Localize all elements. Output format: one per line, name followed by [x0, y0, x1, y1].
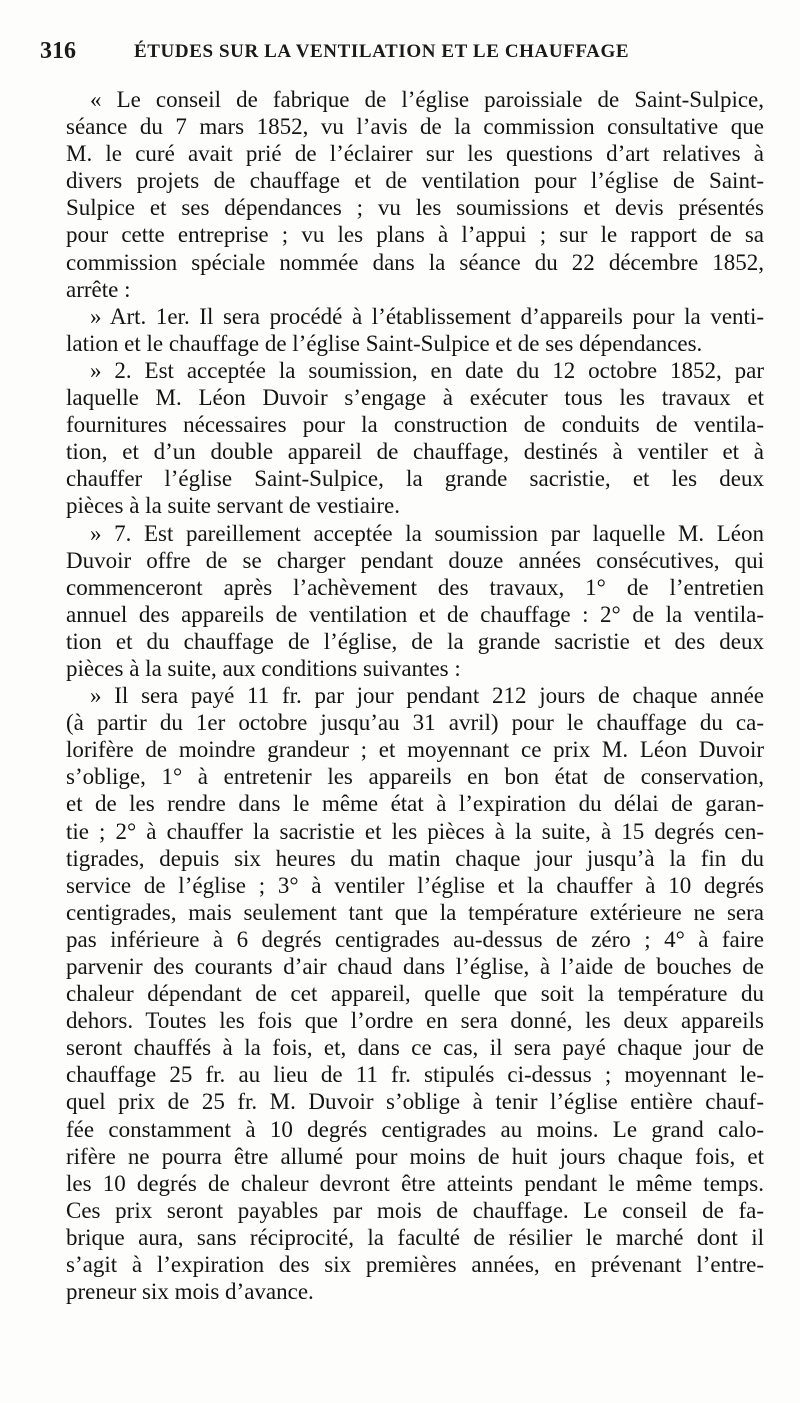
- text-line: dehors. Toutes les fois que l’ordre en sera donné, les deux appareils: [66, 1008, 764, 1034]
- text-line: chauffer l’église Saint-Sulpice, la grande sacristie, et les deux: [66, 466, 764, 492]
- text-line: annuel des appareils de ventilation et de chauffage : 2° de la ventila-: [66, 601, 764, 627]
- paragraph: [42, 520, 764, 683]
- text-line: « Le conseil de fabrique de l’église paroissiale de Saint-Sulpice,: [90, 87, 764, 112]
- page-number: 316: [40, 38, 76, 64]
- text-line: seront chauffés à la fois, et, dans ce cas, il sera payé chaque jour de: [66, 1035, 764, 1061]
- text-line: » Il sera payé 11 fr. par jour pendant 212 jours de chaque année: [90, 683, 764, 709]
- text-line: lation et le chauffage de l’église Saint-Sulpice et de ses dépendances.: [66, 330, 703, 356]
- text-line: commenceront après l’achèvement des travaux, 1° de l’entretien: [66, 574, 764, 600]
- text-line: parvenir des courants d’air chaud dans l’église, à l’aide de bouches de: [66, 954, 764, 979]
- text-line: lorifère de moindre grandeur ; et moyennant ce prix M. Léon Duvoir: [66, 737, 764, 763]
- text-line: laquelle M. Léon Duvoir s’engage à exécuter tous les travaux et: [66, 385, 764, 411]
- text-line: commission spéciale nommée dans la séance du 22 décembre 1852,: [66, 249, 764, 275]
- text-line: preneur six mois d’avance.: [66, 1279, 314, 1305]
- text-line: centigrades, mais seulement tant que la température extérieure ne sera: [66, 899, 764, 925]
- text-line: s’oblige, 1° à entretenir les appareils en bon état de conservation,: [66, 764, 764, 790]
- text-line: tie ; 2° à chauffer la sacristie et les pièces à la suite, à 15 degrés cen-: [66, 818, 764, 844]
- text-line: M. le curé avait prié de l’éclairer sur les questions d’art relatives à: [66, 141, 764, 167]
- text-line: Duvoir offre de se charger pendant douze années consécutives, qui: [66, 547, 764, 573]
- text-line: service de l’église ; 3° à ventiler l’église et la chauffer à 10 degrés: [66, 872, 764, 898]
- text-line: (à partir du 1er octobre jusqu’au 31 avril) pour le chauffage du ca-: [66, 710, 764, 736]
- paragraph: [42, 357, 764, 520]
- text-line: » Art. 1er. Il sera procédé à l’établissement d’appareils pour la venti-: [90, 303, 764, 329]
- text-line: fée constamment à 10 degrés centigrades au moins. Le grand calo-: [66, 1116, 764, 1142]
- paragraph: [42, 303, 764, 357]
- text-line: brique aura, sans réciprocité, la faculté de résilier le marché dont il: [66, 1224, 764, 1250]
- text-line: s’agit à l’expiration des six premières années, en prévenant l’entre-: [66, 1252, 764, 1278]
- text-line: et de les rendre dans le même état à l’expiration du délai de garan-: [66, 791, 764, 817]
- text-line: arrête :: [66, 276, 131, 302]
- text-line: » 2. Est acceptée la soumission, en date du 12 octobre 1852, par: [90, 357, 764, 383]
- text-line: » 7. Est pareillement acceptée la soumission par laquelle M. Léon: [90, 520, 764, 546]
- paragraph: [42, 682, 764, 1305]
- text-line: divers projets de chauffage et de ventilation pour l’église de Saint-: [66, 168, 764, 194]
- text-line: pièces à la suite servant de vestiaire.: [66, 493, 400, 519]
- body-text: [42, 86, 764, 1305]
- text-line: les 10 degrés de chaleur devront être atteints pendant le même temps.: [66, 1170, 764, 1196]
- text-line: Sulpice et ses dépendances ; vu les soumissions et devis présentés: [66, 195, 764, 221]
- paragraph: [42, 86, 764, 303]
- running-title: ÉTUDES SUR LA VENTILATION ET LE CHAUFFAGE: [134, 41, 630, 62]
- text-line: tion, et d’un double appareil de chauffage, destinés à ventiler et à: [66, 439, 764, 465]
- text-line: pièces à la suite, aux conditions suivantes :: [66, 655, 461, 681]
- text-line: Ces prix seront payables par mois de chauffage. Le conseil de fa-: [66, 1197, 764, 1223]
- text-line: pour cette entreprise ; vu les plans à l’appui ; sur le rapport de sa: [66, 222, 764, 248]
- page-header: [40, 38, 760, 68]
- text-line: rifère ne pourra être allumé pour moins de huit jours chaque fois, et: [66, 1143, 764, 1169]
- text-line: pas inférieure à 6 degrés centigrades au-dessus de zéro ; 4° à faire: [66, 926, 764, 952]
- text-line: fournitures nécessaires pour la construction de conduits de ventila-: [66, 412, 764, 438]
- text-line: tigrades, depuis six heures du matin chaque jour jusqu’à la fin du: [66, 845, 764, 871]
- text-line: séance du 7 mars 1852, vu l’avis de la commission consultative que: [66, 114, 764, 140]
- text-line: chaleur dépendant de cet appareil, quelle que soit la température du: [66, 981, 764, 1007]
- text-line: tion et du chauffage de l’église, de la grande sacristie et des deux: [66, 628, 764, 654]
- text-line: quel prix de 25 fr. M. Duvoir s’oblige à tenir l’église entière chauf-: [66, 1089, 764, 1115]
- text-line: chauffage 25 fr. au lieu de 11 fr. stipulés ci-dessus ; moyennant le-: [66, 1062, 764, 1088]
